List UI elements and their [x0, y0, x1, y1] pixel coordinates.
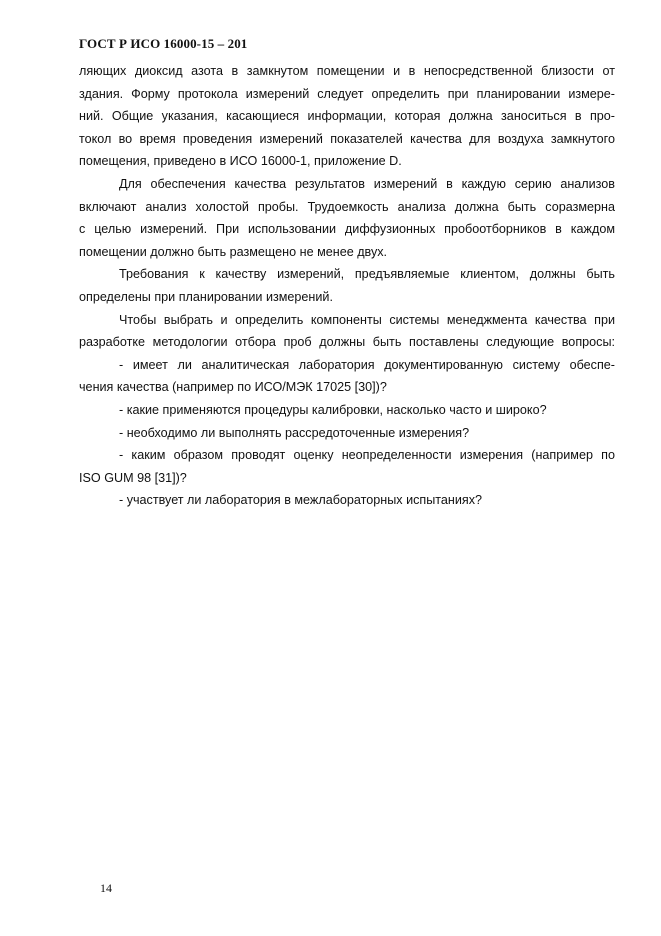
text-line: определены при планировании измерений.: [79, 289, 333, 304]
list-item-line: - участвует ли лаборатория в межлабораторных испытаниях?: [119, 493, 483, 508]
text-line: разработке методологии отбора проб должны быть поставлены следующие вопросы:: [79, 335, 615, 350]
text-line: здания. Форму протокола измерений следует определить при планировании измере-: [79, 86, 615, 101]
document-body: [79, 60, 615, 512]
page-number: 14: [100, 881, 112, 895]
text-line: токол во время проведения измерений показателей качества для воздуха замкнутого: [79, 131, 615, 146]
text-line: включают анализ холостой пробы. Трудоемкость анализа должна быть соразмерна: [79, 199, 615, 214]
list-item-line: чения качества (например по ИСО/МЭК 17025 [30])?: [79, 380, 387, 395]
document-header: ГОСТ Р ИСО 16000-15 – 201: [79, 36, 248, 51]
text-line: помещении должно быть размещено не менее двух.: [79, 244, 388, 259]
list-item-line: - имеет ли аналитическая лаборатория документированную систему обеспе-: [119, 357, 615, 372]
text-line: Для обеспечения качества результатов измерений в каждую серию анализов: [119, 176, 615, 191]
list-item-line: - необходимо ли выполнять рассредоточенные измерения?: [119, 425, 470, 440]
text-line: ний. Общие указания, касающиеся информации, которая должна заноситься в про-: [79, 109, 615, 124]
text-line: с целью измерений. При использовании диффузионных пробоотборников в каждом: [79, 222, 615, 237]
text-line: ляющих диоксид азота в замкнутом помещении и в непосредственной близости от: [79, 64, 615, 78]
text-line: помещения, приведено в ИСО 16000-1, приложение D.: [79, 154, 402, 169]
text-line: Требования к качеству измерений, предъявляемые клиентом, должны быть: [119, 267, 615, 282]
list-item-line: ISO GUM 98 [31])?: [79, 470, 187, 485]
text-line: Чтобы выбрать и определить компоненты системы менеджмента качества при: [119, 312, 615, 327]
list-item-line: - каким образом проводят оценку неопределенности измерения (например по: [119, 448, 615, 463]
list-item-line: - какие применяются процедуры калибровки, насколько часто и широко?: [119, 402, 547, 417]
